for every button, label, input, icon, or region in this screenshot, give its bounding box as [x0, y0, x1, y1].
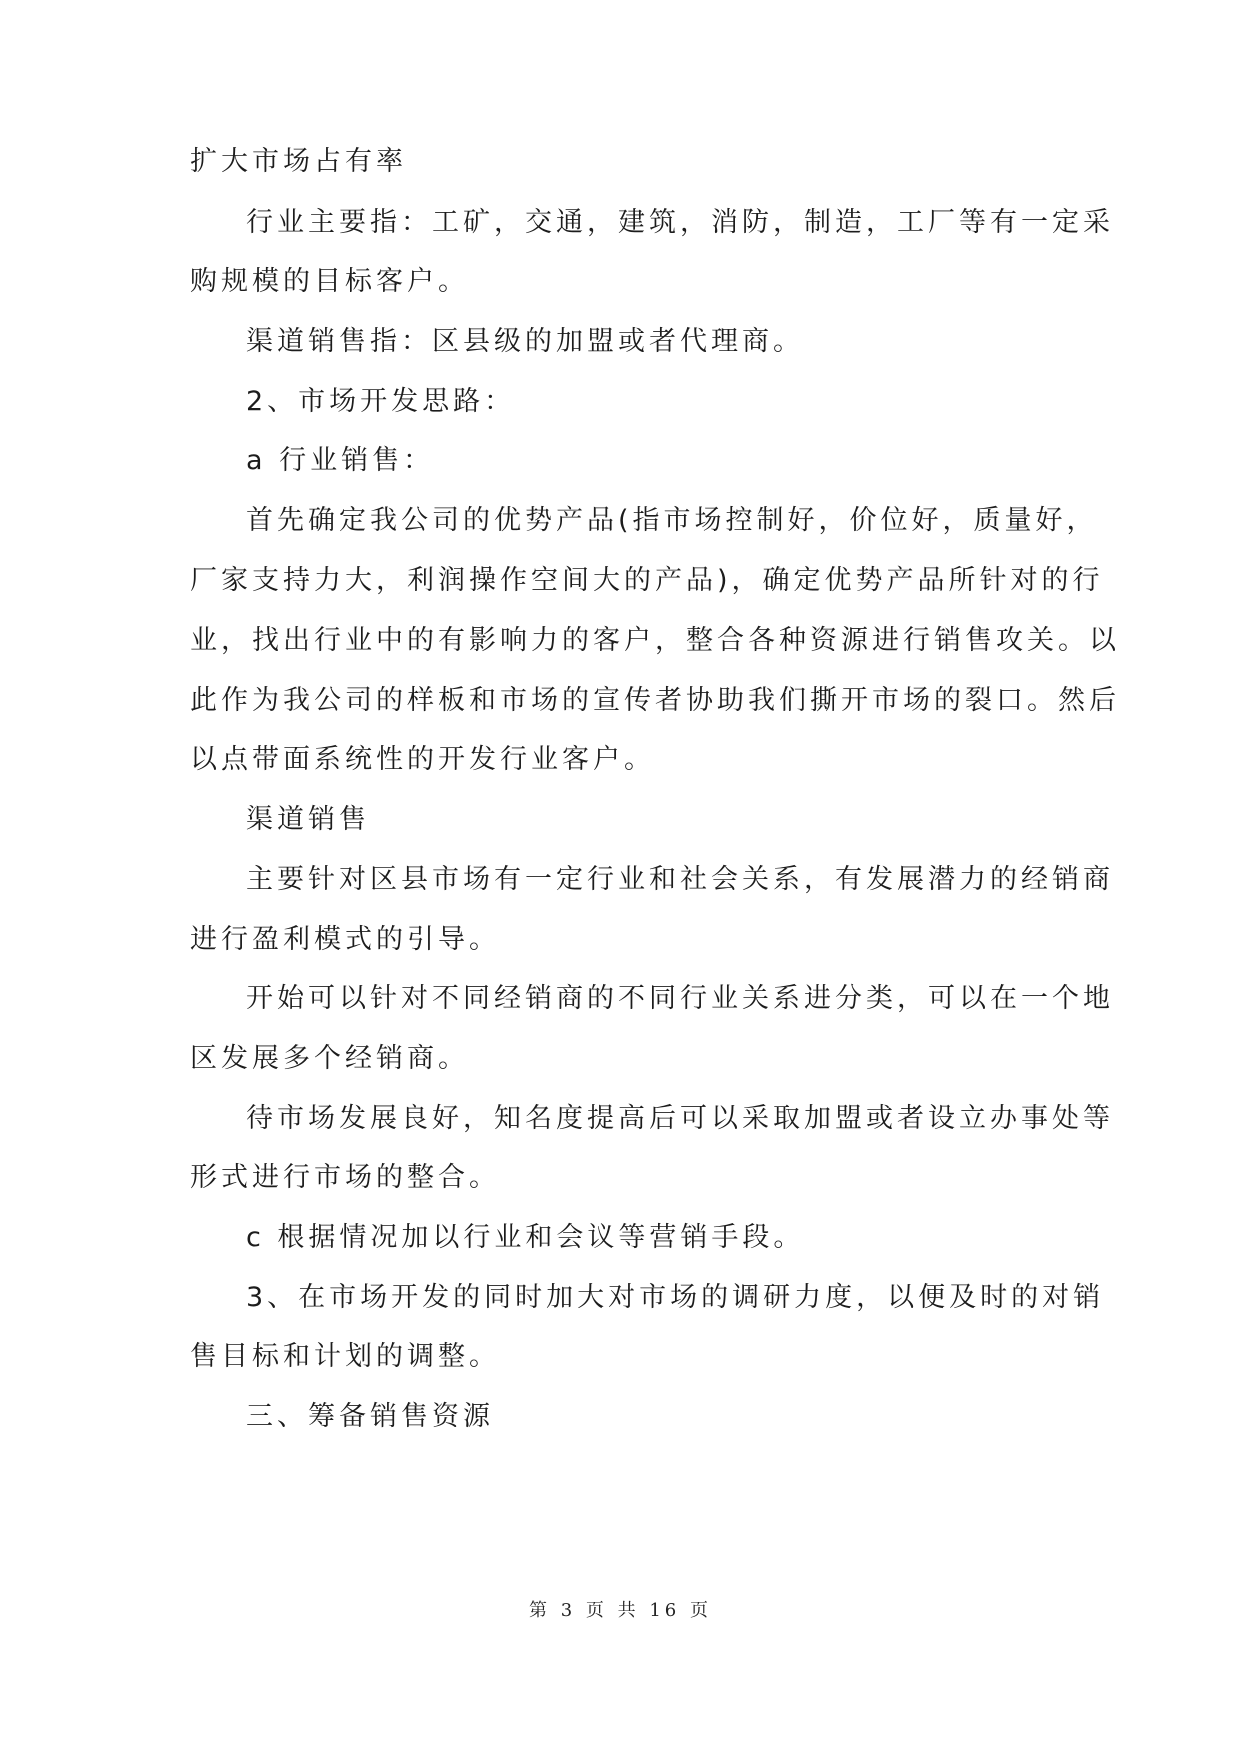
paragraph-line: 3、在市场开发的同时加大对市场的调研力度，以便及时的对销	[246, 1282, 1105, 1313]
text-line: 以点带面系统性的开发行业客户。	[190, 744, 655, 775]
subheading: 渠道销售	[246, 804, 370, 835]
text-line: 购规模的目标客户。	[190, 266, 469, 297]
paragraph-line: 待市场发展良好，知名度提高后可以采取加盟或者设立办事处等	[246, 1103, 1114, 1134]
text-line: 厂家支持力大，利润操作空间大的产品)，确定优势产品所针对的行	[190, 565, 1104, 596]
text-line: 扩大市场占有率	[190, 146, 407, 177]
page-number-footer: 第 3 页 共 16 页	[529, 1600, 712, 1621]
paragraph-line: 行业主要指：工矿，交通，建筑，消防，制造，工厂等有一定采	[246, 207, 1114, 238]
text-line: 业，找出行业中的有影响力的客户，整合各种资源进行销售攻关。以	[190, 625, 1120, 656]
paragraph-line: c 根据情况加以行业和会议等营销手段。	[246, 1222, 805, 1253]
text-line: 售目标和计划的调整。	[190, 1341, 500, 1372]
subheading: a 行业销售：	[246, 445, 435, 476]
text-line: 进行盈利模式的引导。	[190, 924, 500, 955]
text-line: 区发展多个经销商。	[190, 1043, 469, 1074]
text-line: 此作为我公司的样板和市场的宣传者协助我们撕开市场的裂口。然后	[190, 685, 1120, 716]
paragraph-line: 主要针对区县市场有一定行业和社会关系，有发展潜力的经销商	[246, 864, 1114, 895]
section-heading: 2、市场开发思路：	[246, 386, 516, 417]
paragraph-line: 首先确定我公司的优势产品(指市场控制好，价位好，质量好，	[246, 505, 1098, 536]
paragraph-line: 开始可以针对不同经销商的不同行业关系进分类，可以在一个地	[246, 983, 1114, 1014]
section-heading: 三、筹备销售资源	[246, 1401, 494, 1432]
text-line: 形式进行市场的整合。	[190, 1162, 500, 1193]
paragraph-line: 渠道销售指：区县级的加盟或者代理商。	[246, 326, 804, 357]
